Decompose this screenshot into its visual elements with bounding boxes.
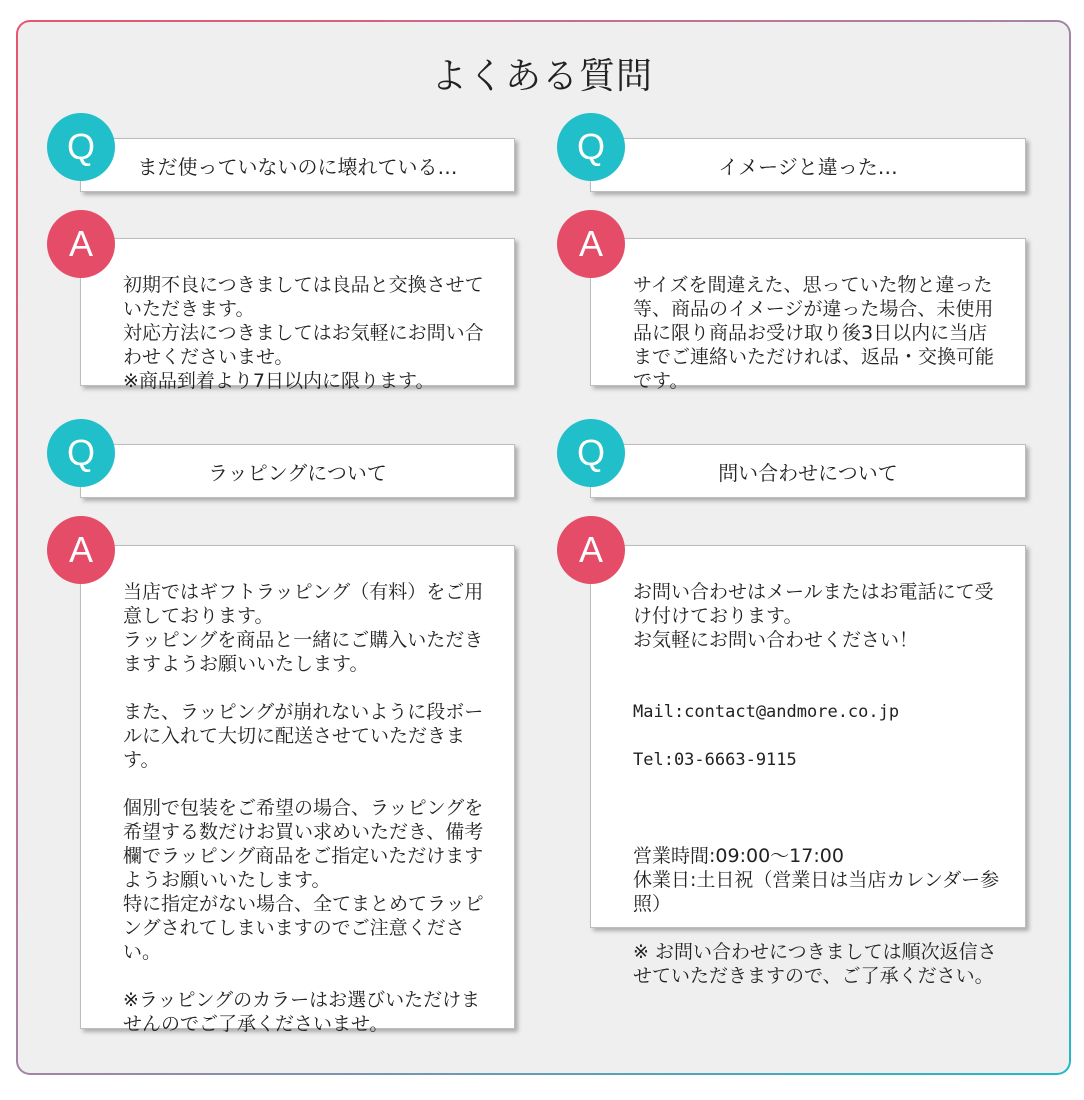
answer-text-3: 当店ではギフトラッピング（有料）をご用意しております。 ラッピングを商品と一緒にご購入いただきますようお願いいたします。 また、ラッピングが崩れないように段ボールに入れて大切に配送させていただきます。 個別で包装をご希望の場合、ラッピングを希望する数だけお買い求めいただき、備考欄でラッピング商品をご指定いただけますようお願いいたします。 特に指定がない場合、全てまとめてラッピングされてしまいますのでご注意ください。 ※ラッピングのカラーはお選びいただけませんのでご了承くださいませ。 xyxy=(123,581,484,1035)
answer-box-2 xyxy=(590,238,1026,392)
answer-box-1 xyxy=(80,238,515,392)
question-text-3: ラッピングについて xyxy=(208,460,387,485)
question-box-4 xyxy=(590,444,1026,498)
a-badge-icon: A xyxy=(47,210,115,278)
question-box-3 xyxy=(80,444,515,498)
answer-box-3 xyxy=(80,545,515,1035)
q-badge-icon: Q xyxy=(557,113,625,181)
page-title: よくある質問 xyxy=(430,56,653,97)
question-text-4: 問い合わせについて xyxy=(718,460,898,485)
contact-tel: Tel:03-6663-9115 xyxy=(633,750,797,770)
contact-mail: Mail:contact@andmore.co.jp xyxy=(633,702,900,722)
answer-text-1: 初期不良につきましては良品と交換させていただきます。 対応方法につきましてはお気軽にお問い合わせくださいませ。 ※商品到着より7日以内に限ります。 xyxy=(123,274,484,392)
question-text-2: イメージと違った… xyxy=(718,154,898,179)
answer-intro-4: お問い合わせはメールまたはお電話にて受け付けております。 お気軽にお問い合わせください！ xyxy=(633,581,994,651)
a-badge-icon: A xyxy=(557,210,625,278)
answer-outro-4: 営業時間:09:00～17:00 休業日:土日祝（営業日は当店カレンダー参照） ※ お問い合わせにつきましては順次返信させていただきますので、ご了承ください。 xyxy=(633,845,1000,987)
question-box-2 xyxy=(590,138,1026,192)
answer-text-2: サイズを間違えた、思っていた物と違った等、商品のイメージが違った場合、未使用品に限り商品お受け取り後3日以内に当店までご連絡いただければ、返品・交換可能です。 xyxy=(633,274,995,392)
q-badge-icon: Q xyxy=(557,419,625,487)
q-badge-icon: Q xyxy=(47,113,115,181)
a-badge-icon: A xyxy=(47,516,115,584)
question-text-1: まだ使っていないのに壊れている… xyxy=(137,154,458,179)
answer-box-4 xyxy=(590,545,1026,987)
q-badge-icon: Q xyxy=(47,419,115,487)
a-badge-icon: A xyxy=(557,516,625,584)
question-box-1 xyxy=(80,138,515,192)
